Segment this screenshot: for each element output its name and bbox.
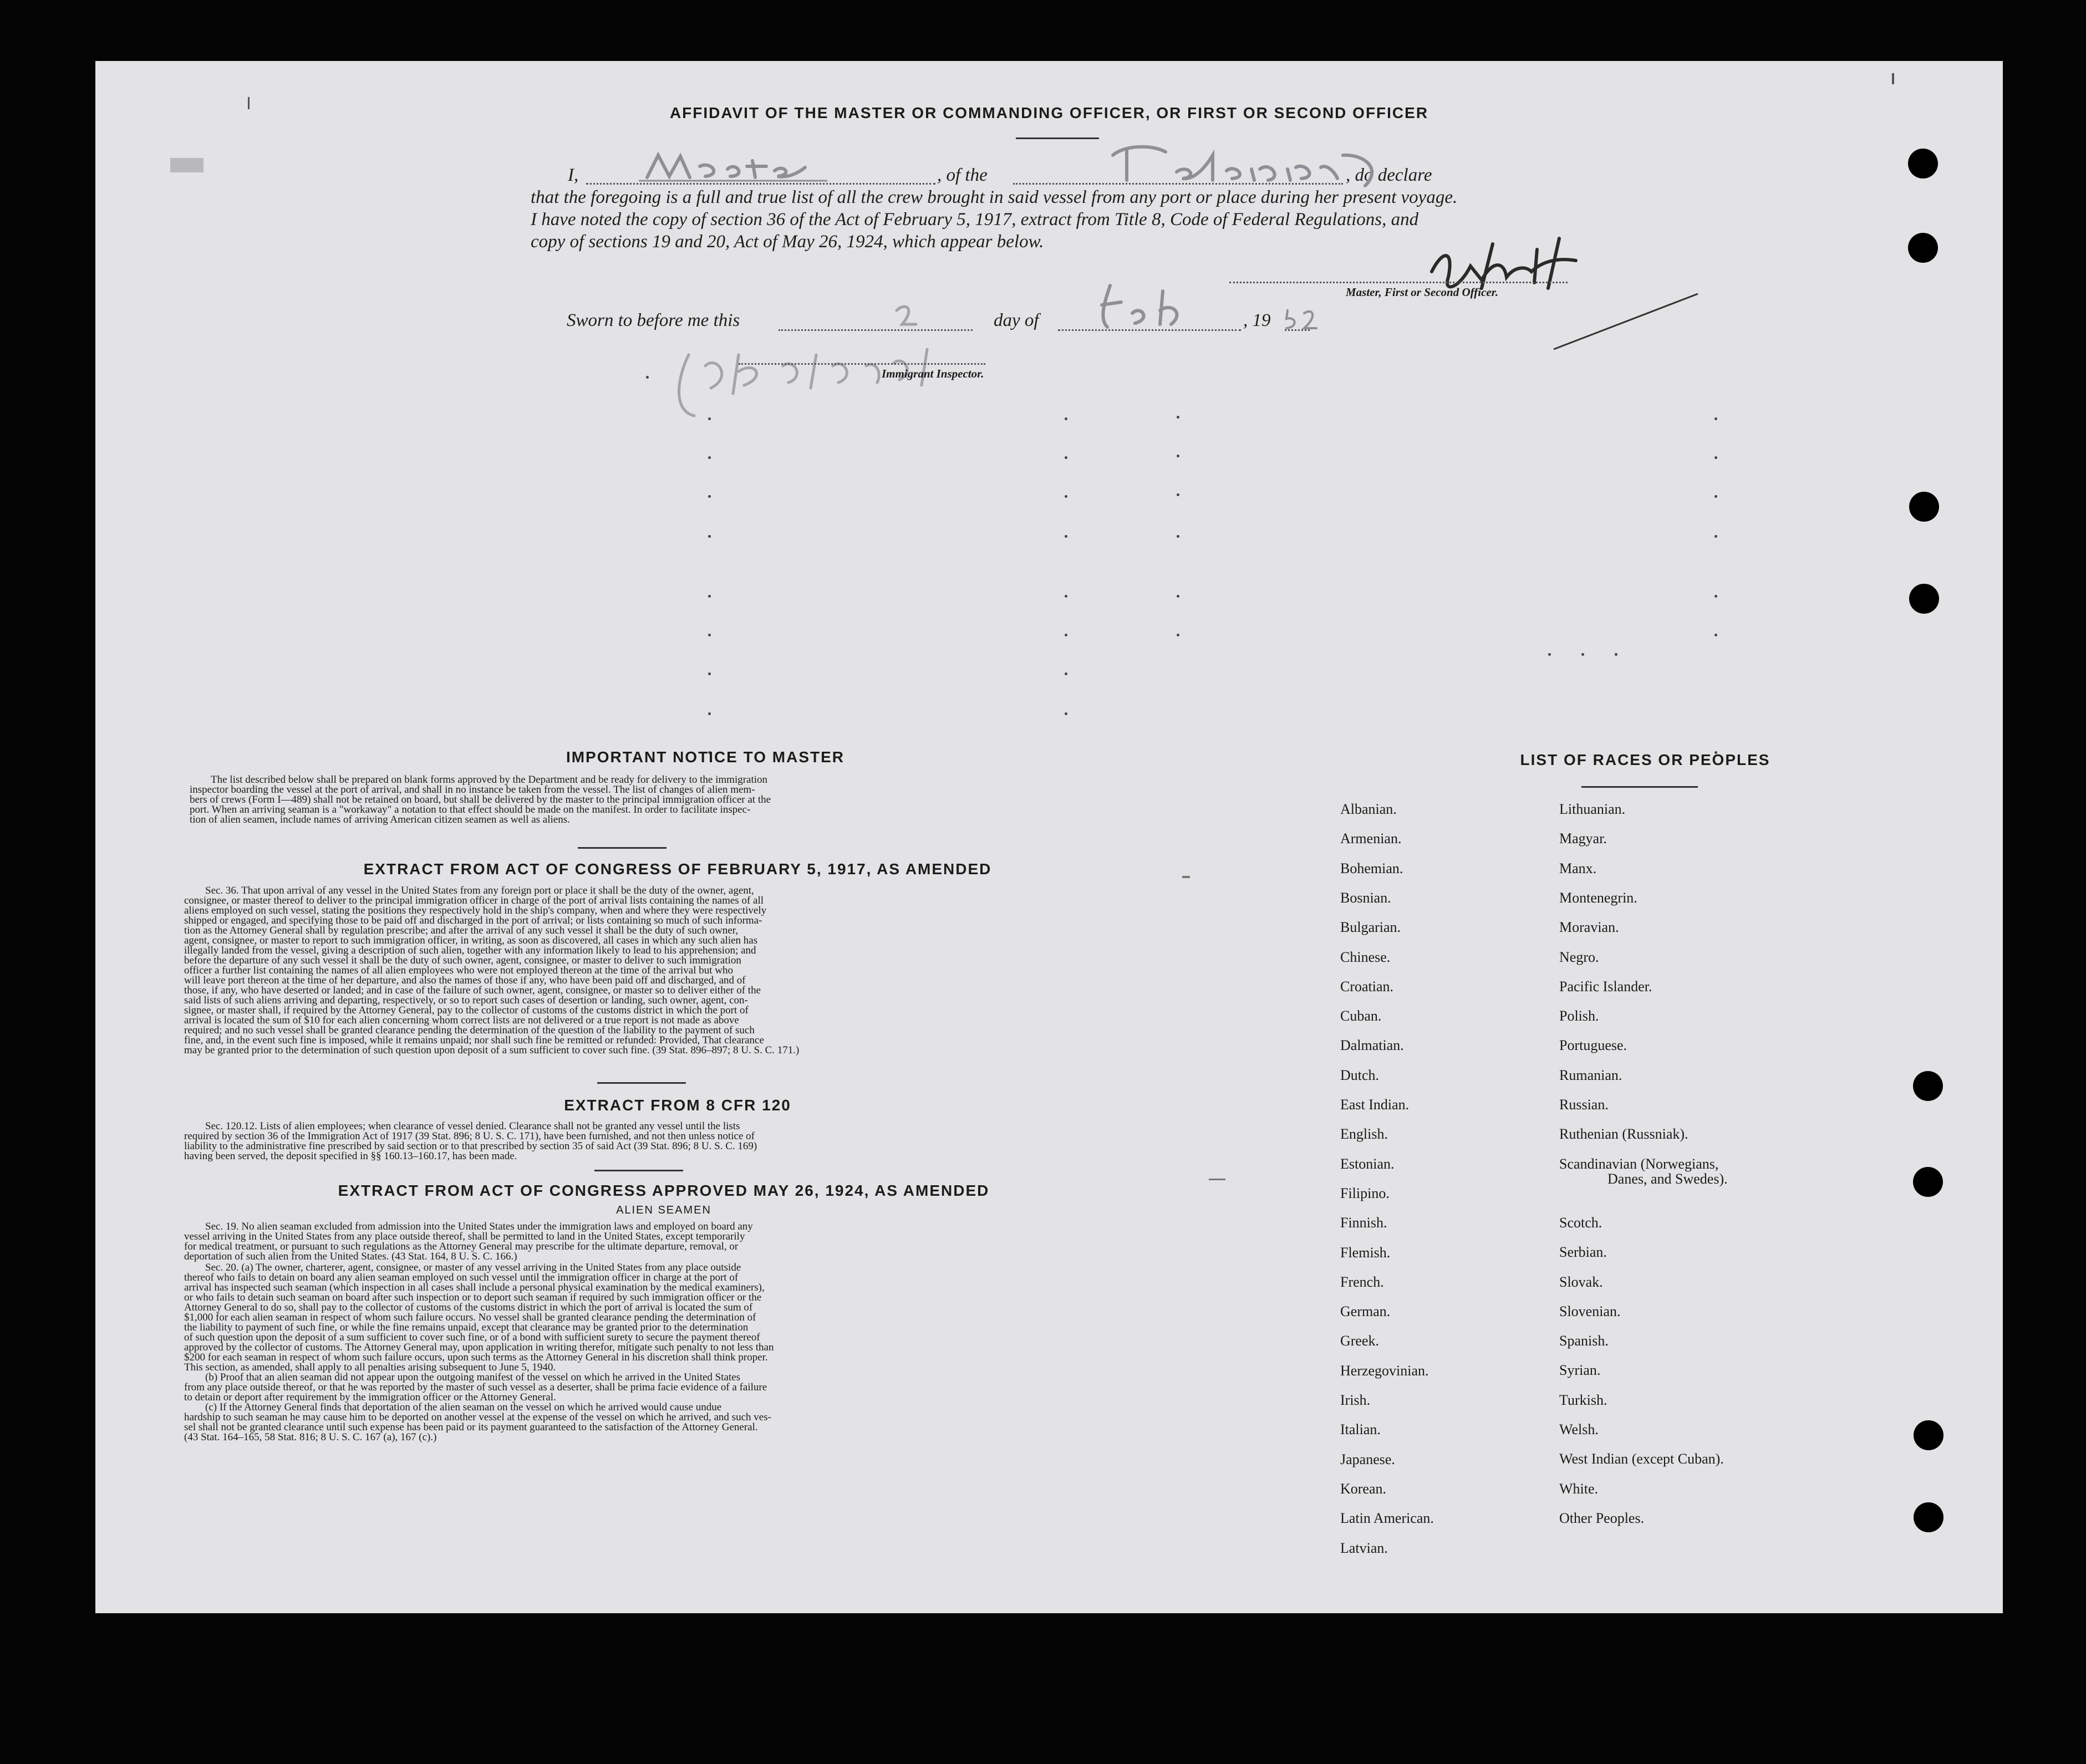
affidavit-rule <box>1016 137 1099 139</box>
race-item: Serbian. <box>1559 1244 1607 1261</box>
punch-hole <box>1908 149 1938 179</box>
master-signature-label: Master, First or Second Officer. <box>1346 285 1498 299</box>
race-item: Herzegovinian. <box>1340 1362 1429 1379</box>
affidavit-do-declare: , do declare <box>1346 165 1432 185</box>
ink-speck <box>708 456 711 459</box>
races-title: LIST OF RACES OR PEOPLES <box>1520 751 1770 768</box>
master-signature-line <box>1229 282 1568 283</box>
race-item: Greek. <box>1340 1333 1380 1349</box>
punch-hole <box>1909 584 1939 614</box>
handwritten-sworn-month <box>1088 280 1215 335</box>
race-item: Cuban. <box>1340 1008 1382 1024</box>
race-item: Turkish. <box>1559 1391 1607 1408</box>
race-item: Negro. <box>1559 949 1599 965</box>
extract-1924-title: EXTRACT FROM ACT OF CONGRESS APPROVED MAY 26, 1924, AS AMENDED <box>338 1182 990 1199</box>
handwritten-vessel-name <box>1105 139 1393 191</box>
extract-1917-title: EXTRACT FROM ACT OF CONGRESS OF FEBRUARY 5, 1917, AS AMENDED <box>363 860 992 878</box>
sworn-day-of: day of <box>994 310 1039 330</box>
ink-mark <box>1209 1179 1225 1180</box>
punch-hole <box>1914 1420 1943 1450</box>
ink-speck <box>1714 595 1717 598</box>
affidavit-line-2: that the foregoing is a full and true list of all the crew brought in said vessel from any port or place during her present voyage. <box>531 187 1458 207</box>
race-item: French. <box>1340 1273 1384 1290</box>
inspector-signature-line <box>739 363 985 365</box>
ink-speck <box>708 672 711 675</box>
race-item: Moravian. <box>1559 919 1619 936</box>
race-item: Spanish. <box>1559 1333 1609 1349</box>
punch-hole <box>1908 233 1938 263</box>
ink-speck <box>1615 653 1617 656</box>
notice-rule <box>578 847 666 849</box>
ink-speck <box>708 535 711 538</box>
ink-speck <box>708 495 711 498</box>
ink-speck <box>1065 456 1067 459</box>
race-item: Rumanian. <box>1559 1067 1622 1083</box>
race-item: Bohemian. <box>1340 860 1403 876</box>
race-item: Estonian. <box>1340 1155 1395 1172</box>
sworn-label: Sworn to before me this <box>567 310 740 330</box>
race-item: Japanese. <box>1340 1451 1395 1467</box>
sworn-year-prefix: , 19 <box>1243 310 1271 330</box>
race-item: Polish. <box>1559 1008 1599 1024</box>
ink-speck <box>1177 634 1179 636</box>
ink-speck <box>1581 653 1584 656</box>
extract-1924-sec20c: (c) If the Attorney General finds that deportation of the alien seaman on the vessel on which he arrived would cause undue hardship to such seaman he may cause him to be deported on another vessel at the expense of the vessel on which he arrived, and such ves- sel shall not be granted clearance until such expense has been paid or its payment guaranteed to the satisfaction of the Attorney General. (43 Stat. 164–165, 58 Stat. 816; 8 U. S. C. 167 (a), 167 (c).) <box>184 1401 771 1443</box>
ink-speck <box>1065 634 1067 636</box>
ink-speck <box>1548 653 1551 656</box>
race-item: Latvian. <box>1340 1539 1388 1556</box>
race-item: Slovak. <box>1559 1273 1603 1290</box>
race-item: Croatian. <box>1340 978 1394 995</box>
ink-speck <box>646 376 649 379</box>
race-item: Chinese. <box>1340 949 1391 965</box>
race-item: Italian. <box>1340 1421 1381 1438</box>
affidavit-pronoun: I, <box>568 165 579 185</box>
race-item: Filipino. <box>1340 1185 1390 1201</box>
ink-speck <box>708 417 711 420</box>
ink-speck <box>708 712 711 715</box>
ink-speck <box>1065 495 1067 498</box>
punch-hole <box>1914 1502 1943 1532</box>
notice-text: The list described below shall be prepared on blank forms approved by the Department and be ready for delivery to the immigration inspector boarding the vessel at the port of arrival, and shall in no instance be taken from the vessel. The list of changes of alien mem- bers of crews (Form I—489) shall not be retained on board, but shall be delivered by the master to the principal immigration officer at the port. When an arriving seaman is a "workaway" a notation to that effect should be made on the manifest. In order to facilitate inspec- tion of alien seamen, include names of arriving American citizen seamen as well as aliens. <box>190 774 771 825</box>
handwritten-master-name <box>639 144 827 188</box>
extract-1917-text: Sec. 36. That upon arrival of any vessel in the United States from any foreign port or place it shall be the duty of the owner, agent, consignee, or master thereof to deliver to the principal immigration officer in charge of the port of arrival lists containing the names of all aliens employed on such vessel, stating the positions they respectively hold in the ship's company, when and where they were respectively shipped or engaged, and specifying those to be paid off and discharged in the port of arrival; or lists containing so much of such informa- tion as the Attorney General shall by regulation prescribe; and after the arrival of any such vessel it shall be the duty of such owner, agent, consignee, or master to report to such immigration officer, in writing, as soon as discovered, all cases in which any such alien has illegally landed from the vessel, giving a description of such alien, together with any information likely to lead to his apprehension; and before the departure of any such vessel it shall be the duty of such owner, agent, consignee, or master to deliver to such immigration officer a further list containing the names of all alien employees who were not employed thereon at the time of the arrival but who will leave port thereon at the time of her departure, and also the names of those if any, who have been paid off and discharged, and of those, if any, who have deserted or landed; and in case of the failure of such owner, agent, consignee, or master so to deliver either of the said lists of such aliens arriving and departing, respectively, or so to report such cases of desertion or landing, such owner, agent, con- signee, or master shall, if required by the Attorney General, pay to the collector of customs of the customs district in which the port of arrival is located the sum of $10 for each alien concerning whom correct lists are not delivered or a true report is not made as above required; and no such vessel shall be granted clearance pending the determination of the question of the liability to the payment of such fine, and, in the event such fine is imposed, while it remains unpaid; nor shall such fine be remitted or refunded: Provided, That clearance may be granted prior to the determination of such question upon deposit of a sum sufficient to cover such fine. (39 Stat. 896–897; 8 U. S. C. 171.) <box>184 885 800 1056</box>
corner-mark <box>248 97 255 109</box>
ink-speck <box>1065 595 1067 598</box>
extract-1924-sec20: Sec. 20. (a) The owner, charterer, agent, consignee, or master of any vessel arriving in the United States from any place outside thereof who fails to detain on board any alien seaman employed on such vessel until the immigration officer in charge at the port of arrival has inspected such seaman (which inspection in all cases shall include a personal physical examination by the medical examiners), or who fails to detain such seaman on board after such inspection or to deport such seaman if required by such immigration officer or the Attorney General to do so, shall pay to the collector of customs of the customs district in which the port of arrival is located the sum of $1,000 for each alien seaman in respect of whom such failure occurs. No vessel shall be granted clearance pending the determination of the liability to payment of such fine, or while the fine remains unpaid, except that clearance may be granted prior to the determination of such question upon the deposit of a sum sufficient to cover such fine, or of a bond with sufficient surety to secure the payment thereof approved by the collector of customs. The Attorney General may, upon application in writing therefor, mitigate such penalty to not less than $200 for each seaman in respect of whom such failure occurs, upon such terms as the Attorney General in his discretion shall think proper. This section, as amended, shall apply to all penalties arising subsequent to June 5, 1940. <box>184 1262 774 1373</box>
ink-speck <box>708 595 711 598</box>
ink-speck <box>1177 455 1179 457</box>
ink-speck <box>1177 595 1179 598</box>
race-item: Bosnian. <box>1340 889 1391 906</box>
race-item: Armenian. <box>1340 830 1402 847</box>
ink-speck <box>1177 535 1179 538</box>
ink-speck <box>1714 456 1717 459</box>
race-item: Scandinavian (Norwegians, <box>1559 1155 1719 1172</box>
race-item: White. <box>1559 1480 1599 1497</box>
ink-mark <box>1182 876 1190 878</box>
race-item: Slovenian. <box>1559 1303 1621 1319</box>
race-item: Pacific Islander. <box>1559 978 1652 995</box>
ink-speck <box>708 634 711 636</box>
ink-speck <box>1065 535 1067 538</box>
race-item: Portuguese. <box>1559 1037 1627 1054</box>
punch-hole <box>1913 1071 1943 1101</box>
extract-1917-rule <box>597 1082 686 1084</box>
race-item: Finnish. <box>1340 1215 1387 1231</box>
race-item: Syrian. <box>1559 1362 1601 1379</box>
punch-hole <box>1913 1167 1943 1197</box>
race-item: Lithuanian. <box>1559 801 1626 817</box>
extract-1924-sec20b: (b) Proof that an alien seaman did not appear upon the outgoing manifest of the vessel on which he arrived in the United States from any place outside thereof, or that he was reported by the master of such vessel as a deserter, shall be prima facie evidence of a failure to detain or deport after requirement by the immigration officer or the Attorney General. <box>184 1372 767 1403</box>
handwritten-sworn-day <box>891 299 924 333</box>
ink-speck <box>1065 417 1067 420</box>
race-item: Flemish. <box>1340 1244 1391 1261</box>
ink-speck <box>1714 535 1717 538</box>
ink-speck <box>1714 495 1717 498</box>
race-item: Magyar. <box>1559 830 1607 847</box>
race-item: Latin American. <box>1340 1510 1434 1527</box>
handwritten-sworn-year <box>1282 305 1321 333</box>
ink-speck <box>1177 416 1179 419</box>
ink-speck <box>1714 417 1717 420</box>
affidavit-line-3: I have noted the copy of section 36 of the Act of February 5, 1917, extract from Title 8, Code of Federal Regulations, and <box>531 210 1419 230</box>
race-item: Ruthenian (Russniak). <box>1559 1126 1688 1143</box>
race-item: Russian. <box>1559 1097 1609 1113</box>
race-item: English. <box>1340 1126 1388 1143</box>
race-item: East Indian. <box>1340 1097 1410 1113</box>
affidavit-line-4: copy of sections 19 and 20, Act of May 26, 1924, which appear below. <box>531 232 1044 252</box>
extract-cfr-text: Sec. 120.12. Lists of alien employees; when clearance of vessel denied. Clearance shall not be granted any vessel until the lists required by section 36 of the Immigration Act of 1917 (39 Stat. 896; 8 U. S. C. 171), have been furnished, and not then unless notice of liability to the administrative fine prescribed by said section or to that prescribed by section 35 of said Act (39 Stat. 896; 8 U. S. C. 169) having been served, the deposit specified in §§ 160.13–160.17, has been made. <box>184 1120 757 1162</box>
race-item: Irish. <box>1340 1392 1371 1408</box>
inspector-label: Immigrant Inspector. <box>882 367 984 380</box>
race-item: Scotch. <box>1559 1214 1602 1231</box>
race-item: Korean. <box>1340 1480 1387 1497</box>
ink-speck <box>1714 634 1717 636</box>
page-number-mark <box>170 158 203 172</box>
notice-title: IMPORTANT NOTICE TO MASTER <box>566 748 845 766</box>
race-item: Bulgarian. <box>1340 919 1401 936</box>
sworn-day-line <box>779 329 973 331</box>
affidavit-of-the: , of the <box>937 165 988 185</box>
race-item: Welsh. <box>1559 1421 1599 1437</box>
form-sheet <box>95 61 2003 1613</box>
race-item: Dalmatian. <box>1340 1037 1404 1054</box>
race-item: Albanian. <box>1340 801 1397 817</box>
affidavit-title: AFFIDAVIT OF THE MASTER OR COMMANDING OFFICER, OR FIRST OR SECOND OFFICER <box>669 104 1429 121</box>
races-scandinavian-cont: Danes, and Swedes). <box>1607 1171 1728 1187</box>
extract-1924-sec19: Sec. 19. No alien seaman excluded from admission into the United States under the immigration laws and employed on board any vessel arriving in the United States from any place outside thereof, shall be permitted to land in the United States, except temporarily for medical treatment, or pursuant to such regulations as the Attorney General may prescribe for the ultimate departure, removal, or deportation of such alien from the United States. (43 Stat. 164, 8 U. S. C. 166.) <box>184 1221 753 1262</box>
race-item: Manx. <box>1559 860 1597 876</box>
ink-speck <box>1177 493 1179 496</box>
ink-speck <box>1065 672 1067 675</box>
extract-cfr-rule <box>594 1170 683 1171</box>
ink-speck <box>1065 712 1067 715</box>
master-signature <box>1315 227 1714 371</box>
corner-mark <box>1892 73 1894 84</box>
race-item: Dutch. <box>1340 1067 1380 1083</box>
race-item: Montenegrin. <box>1559 889 1637 906</box>
races-rule <box>1581 786 1698 788</box>
extract-cfr-title: EXTRACT FROM 8 CFR 120 <box>564 1097 791 1114</box>
race-item: German. <box>1340 1303 1391 1320</box>
extract-1924-subtitle: ALIEN SEAMEN <box>616 1204 711 1216</box>
race-item: Other Peoples. <box>1559 1510 1645 1526</box>
punch-hole <box>1909 492 1939 522</box>
race-item: West Indian (except Cuban). <box>1559 1451 1724 1467</box>
